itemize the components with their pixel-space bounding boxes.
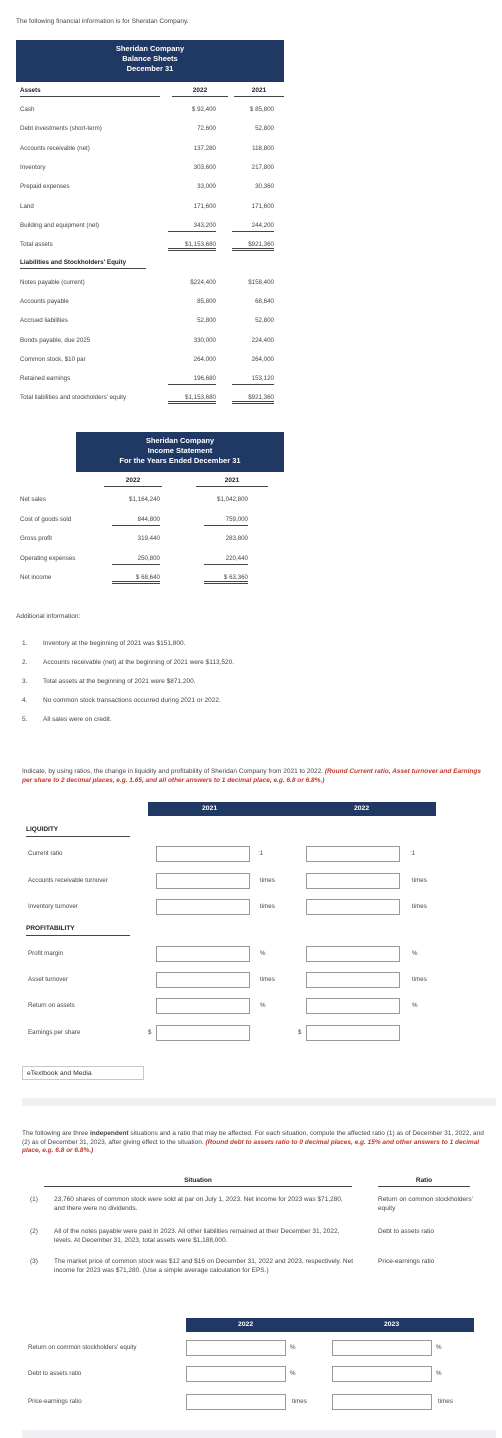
- liquidity-heading: LIQUIDITY: [26, 826, 130, 837]
- balance-sheet-company: Sheridan Company: [115, 44, 185, 53]
- bs-liab-2022: 264,000: [193, 355, 216, 363]
- currency-prefix-2021: $: [148, 1029, 152, 1036]
- unit-label-2021: times: [260, 976, 275, 983]
- bs-row-label: Prepaid expenses: [20, 183, 70, 191]
- is-year-2021: 2021: [196, 477, 268, 487]
- ratio-input-2022[interactable]: [306, 972, 400, 988]
- q2-input-2022[interactable]: [186, 1394, 286, 1410]
- question1-instruction: [22, 768, 482, 785]
- q2-year-2022: 2022: [238, 1321, 254, 1328]
- additional-item-number: 4.: [22, 697, 28, 704]
- q2-ratio-label: Price-earnings ratio: [28, 1398, 82, 1405]
- unit-label-2021: times: [260, 903, 275, 910]
- ratio-input-2022[interactable]: [306, 1025, 400, 1041]
- ratio-input-2022[interactable]: [306, 873, 400, 889]
- q1-year-2022: 2022: [354, 805, 370, 812]
- additional-item-text: No common stock transactions occurred during 2021 or 2022.: [43, 697, 221, 704]
- bs-value-2021: 118,800: [252, 144, 274, 152]
- bs-year-2022: 2022: [172, 87, 228, 97]
- is-value-2022: $ 68,640: [112, 574, 160, 584]
- income-statement-company: Sheridan Company: [145, 436, 215, 445]
- bs-liab-label: Retained earnings: [20, 375, 71, 382]
- question2-text-a: The following are three: [22, 1130, 89, 1137]
- bs-value-2021: 171,600: [251, 202, 274, 210]
- bs-value-2022: 171,600: [193, 202, 216, 210]
- is-row-label: Cost of goods sold: [20, 515, 72, 523]
- q2-ratio-label: Return on common stockholders' equity: [28, 1344, 137, 1351]
- question1-rounding-note: (Round Current ratio, Asset turnover and Earnings per share to 2 decimal places, e.g. 1.65, and all other answers to 1 decimal place, e.g. 6.8 or 6.8%.): [22, 768, 481, 784]
- ratio-input-2021[interactable]: [156, 899, 250, 915]
- bs-row-label: Land: [20, 202, 34, 210]
- bs-liab-2022: $1,153,680: [168, 394, 216, 404]
- unit-label-2022: %: [412, 950, 418, 957]
- ratio-label: Earnings per share: [28, 1029, 81, 1036]
- ratio-input-2021[interactable]: [156, 998, 250, 1014]
- is-value-2021: 759,000: [204, 516, 248, 526]
- unit-label-2022: times: [412, 903, 427, 910]
- bs-row-label: Building and equipment (net): [20, 221, 100, 229]
- q2-unit-2023: times: [438, 1398, 453, 1405]
- bs-liab-2022: $224,400: [190, 279, 216, 286]
- q2-year-2023: 2023: [384, 1321, 400, 1328]
- unit-label-2022: :1: [410, 850, 416, 857]
- income-statement-period: For the Years Ended December 31: [119, 456, 241, 465]
- bs-value-2022: $1,153,680: [168, 241, 216, 251]
- additional-item-text: Inventory at the beginning of 2021 was $151,800.: [43, 640, 186, 647]
- is-row-label: Operating expenses: [20, 554, 76, 562]
- situation-ratio: Price-earnings ratio: [378, 1258, 435, 1265]
- ratio-label: Current ratio: [28, 850, 63, 857]
- intro-text: The following financial information is for Sheridan Company.: [16, 18, 189, 25]
- bs-value-2021: $921,360: [232, 241, 274, 251]
- currency-prefix-2022: $: [298, 1029, 302, 1036]
- is-value-2022: $1,164,240: [129, 496, 160, 503]
- bs-value-2022: 137,280: [193, 144, 216, 152]
- income-statement-header: [76, 432, 284, 472]
- bs-liab-label: Accrued liabilities: [20, 317, 68, 325]
- additional-info-heading: Additional information:: [16, 613, 81, 620]
- is-row-label: Gross profit: [20, 535, 52, 543]
- bs-row-label: Accounts receivable (net): [20, 144, 90, 152]
- ratio-label: Accounts receivable turnover: [28, 877, 108, 884]
- question2-rounding-note: (Round debt to assets ratio to 0 decimal places, e.g. 15% and other answers to 1 decimal place, e.g. 6.8 or 6.8%.): [22, 1138, 480, 1154]
- is-row-label: Net sales: [20, 496, 46, 503]
- question2-year-header: [186, 1318, 474, 1332]
- is-value-2021: 220,440: [204, 555, 248, 565]
- unit-label-2021: :1: [258, 850, 264, 857]
- is-row-label: Net income: [20, 574, 52, 582]
- bs-liab-2021: $158,400: [248, 279, 274, 286]
- ratio-label: Inventory turnover: [28, 903, 78, 910]
- unit-label-2021: times: [260, 877, 275, 884]
- q2-unit-2022: %: [290, 1370, 296, 1377]
- liabilities-heading: Liabilities and Stockholders' Equity: [20, 259, 146, 269]
- bs-row-label: Total assets: [20, 241, 53, 249]
- unit-label-2022: times: [412, 976, 427, 983]
- q2-input-2023[interactable]: [332, 1394, 432, 1410]
- bs-liab-label: Notes payable (current): [20, 279, 85, 286]
- section-divider: [22, 1098, 496, 1106]
- bs-value-2021: 30,360: [255, 183, 274, 191]
- bs-value-2021: 217,800: [251, 163, 274, 171]
- bs-liab-label: Accounts payable: [20, 298, 69, 306]
- additional-item-text: Accounts receivable (net) at the beginning of 2021 were $113,520.: [43, 659, 235, 666]
- bs-value-2022: $ 92,400: [191, 106, 216, 113]
- q2-input-2022[interactable]: [186, 1366, 286, 1382]
- bs-row-label: Inventory: [20, 163, 46, 171]
- ratio-label: Asset turnover: [28, 976, 68, 983]
- ratio-header: Ratio: [378, 1177, 470, 1187]
- situation-number: (1): [30, 1196, 38, 1203]
- situation-number: (2): [30, 1228, 38, 1235]
- ratio-input-2021[interactable]: [156, 1025, 250, 1041]
- is-value-2021: $1,042,800: [217, 496, 248, 503]
- bottom-divider: [22, 1430, 496, 1438]
- profitability-heading: PROFITABILITY: [26, 925, 130, 936]
- balance-sheet-header: [16, 40, 284, 82]
- bs-liab-2021: $921,360: [232, 394, 274, 404]
- unit-label-2022: times: [412, 877, 427, 884]
- ratio-input-2022[interactable]: [306, 899, 400, 915]
- unit-label-2021: %: [260, 950, 266, 957]
- unit-label-2021: %: [260, 1002, 266, 1009]
- bs-liab-2021: 224,400: [251, 336, 274, 344]
- bs-row-label: Cash: [20, 106, 35, 113]
- situation-text: 23,760 shares of common stock were sold at par on July 1, 2023. Net income for 2023 was $71,280, and there were no dividends.: [54, 1196, 343, 1212]
- unit-label-2022: %: [412, 1002, 418, 1009]
- bs-liab-label: Bonds payable, due 2025: [20, 336, 91, 344]
- additional-item-number: 2.: [22, 659, 28, 666]
- situation-ratio: Debt to assets ratio: [378, 1228, 434, 1235]
- ratio-input-2022[interactable]: [306, 946, 400, 962]
- bs-year-2021: 2021: [234, 87, 284, 97]
- additional-item-number: 1.: [22, 640, 28, 647]
- situation-text: The market price of common stock was $12 and $16 on December 31, 2022 and 2023, respectively. Net income for 2023 was $71,280. (Use a simple average calculation for EPS.): [54, 1258, 354, 1274]
- bs-liab-label: Common stock, $10 par: [20, 355, 86, 363]
- additional-item-text: All sales were on credit.: [43, 716, 112, 723]
- q2-unit-2023: %: [436, 1344, 442, 1351]
- bs-liab-label: Total liabilities and stockholders' equity: [20, 394, 127, 402]
- additional-item-text: Total assets at the beginning of 2021 were $871,200.: [43, 678, 196, 685]
- q2-unit-2023: %: [436, 1370, 442, 1377]
- q2-unit-2022: %: [290, 1344, 296, 1351]
- ratio-label: Profit margin: [28, 950, 64, 957]
- ratio-input-2021[interactable]: [156, 946, 250, 962]
- ratio-input-2022[interactable]: [306, 998, 400, 1014]
- q2-ratio-label: Debt to assets ratio: [28, 1370, 82, 1377]
- bs-liab-2022: 196,680: [168, 375, 216, 385]
- bs-liab-2022: 330,000: [193, 336, 216, 344]
- bs-row-label: Debt investments (short-term): [20, 125, 102, 133]
- bs-liab-2021: 264,000: [251, 355, 274, 363]
- balance-sheet-colheads: [20, 87, 284, 98]
- question1-text: Indicate, by using ratios, the change in liquidity and profitability of Sheridan Company from 2021 to 2022.: [22, 768, 323, 775]
- additional-item-number: 5.: [22, 716, 28, 723]
- situation-ratio: Return on common stockholders' equity: [378, 1196, 473, 1212]
- bs-value-2022: 72,600: [197, 125, 216, 133]
- balance-sheet-date: December 31: [126, 64, 174, 73]
- bs-value-2022: 33,000: [197, 183, 216, 191]
- bs-value-2021: $ 85,800: [249, 106, 274, 113]
- is-value-2022: 250,800: [112, 555, 160, 565]
- is-value-2022: 844,800: [112, 516, 160, 526]
- q2-input-2023[interactable]: [332, 1366, 432, 1382]
- balance-sheet-title: Balance Sheets: [122, 54, 178, 63]
- ratio-input-2021[interactable]: [156, 846, 250, 862]
- assets-heading: Assets: [20, 87, 160, 97]
- bs-value-2021: 52,800: [255, 125, 274, 133]
- question2-text-b: independent: [89, 1130, 129, 1137]
- situation-header: Situation: [44, 1177, 352, 1187]
- bs-value-2022: 303,600: [193, 163, 216, 171]
- situation-number: (3): [30, 1258, 38, 1265]
- is-value-2021: 283,800: [225, 535, 248, 543]
- q2-input-2022[interactable]: [186, 1340, 286, 1356]
- ratio-label: Return on assets: [28, 1002, 75, 1009]
- is-value-2022: 319,440: [137, 535, 160, 543]
- bs-value-2021: 244,200: [232, 222, 274, 232]
- bs-liab-2021: 52,800: [255, 317, 274, 325]
- bs-liab-2021: 153,120: [232, 375, 274, 385]
- is-year-2022: 2022: [104, 477, 162, 487]
- etextbook-media-link[interactable]: eTextbook and Media: [22, 1066, 144, 1080]
- bs-liab-2021: 68,640: [255, 298, 274, 306]
- additional-item-number: 3.: [22, 678, 28, 685]
- q2-input-2023[interactable]: [332, 1340, 432, 1356]
- income-statement-title: Income Statement: [147, 446, 213, 455]
- question1-year-header: [148, 802, 436, 816]
- question2-instruction: [22, 1130, 488, 1156]
- bs-value-2022: 343,200: [168, 222, 216, 232]
- is-value-2021: $ 63,360: [204, 574, 248, 584]
- situation-text: All of the notes payable were paid in 2023. All other liabilities remained at their December 31, 2022, levels. At December 31, 2023, total assets were $1,188,000.: [54, 1228, 340, 1244]
- bs-liab-2022: 52,800: [197, 317, 216, 325]
- q1-year-2021: 2021: [202, 805, 218, 812]
- bs-liab-2022: 85,800: [197, 298, 216, 306]
- question2-text-c: situations and a ratio that may be affected. For each situation, compute the affected ratio (1) as of December 31, 2022, and (2) as of December 31, 2023, after giving effect to the situation.: [22, 1130, 484, 1146]
- ratio-input-2022[interactable]: [306, 846, 400, 862]
- ratio-input-2021[interactable]: [156, 972, 250, 988]
- ratio-input-2021[interactable]: [156, 873, 250, 889]
- q2-unit-2022: times: [292, 1398, 307, 1405]
